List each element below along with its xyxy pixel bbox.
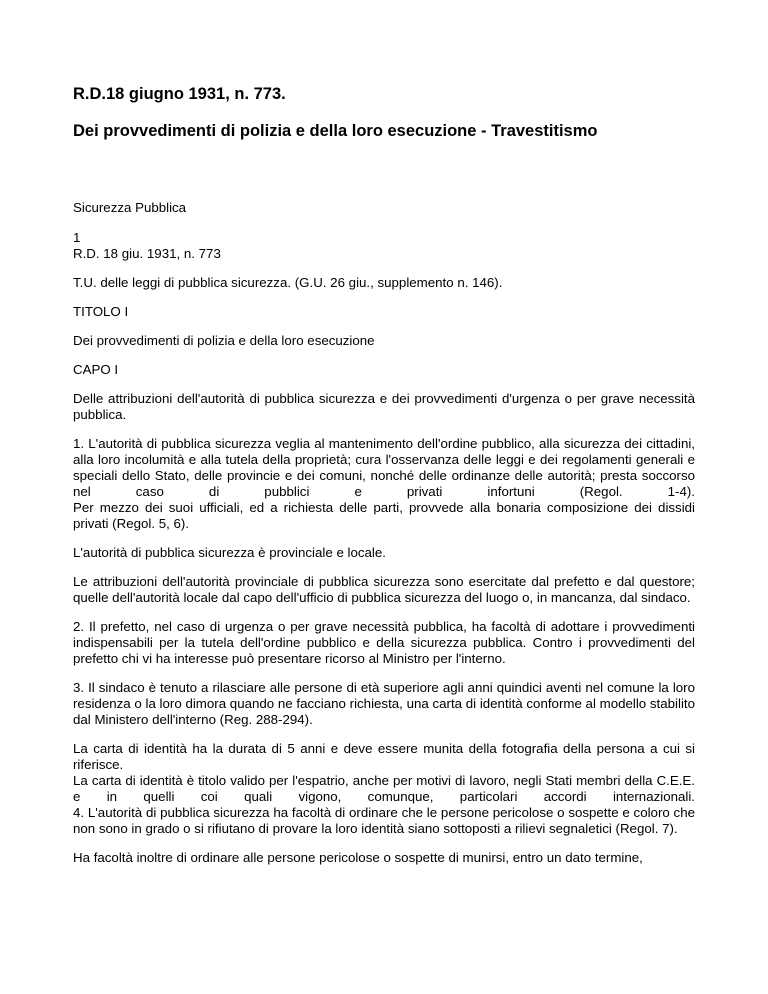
law-description: T.U. delle leggi di pubblica sicurezza. (G.U. 26 giu., supplemento n. 146). [73,275,503,290]
article-3: 3. Il sindaco è tenuto a rilasciare alle persone di età superiore agli anni quindici aventi nel comune la loro residenza o la loro dimora quando ne facciano richiesta, una carta di identità conforme al modello stabilito dal Ministero dell'interno (Reg. 288-294). [73,680,695,727]
article-1-authority: L'autorità di pubblica sicurezza è provinciale e locale. [73,545,386,560]
titolo-name: Dei provvedimenti di polizia e della loro esecuzione [73,333,375,348]
article-2: 2. Il prefetto, nel caso di urgenza o per grave necessità pubblica, ha facoltà di adottare i provvedimenti indispensabili per la tutela dell'ordine pubblico e della sicurezza pubblica. Contro i provvedimenti del prefetto chi vi ha interesse può presentare ricorso al Ministro per l'interno. [73,619,695,666]
document-reference [73,230,695,262]
article-1-attributions: Le attribuzioni dell'autorità provinciale di pubblica sicurezza sono esercitate dal prefetto e dal questore; quelle dell'autorità locale dal capo dell'ufficio di pubblica sicurezza del luogo o, in mancanza, dal sindaco. [73,574,695,605]
doc-ref: R.D. 18 giu. 1931, n. 773 [73,246,221,261]
article-1-text: 1. L'autorità di pubblica sicurezza veglia al mantenimento dell'ordine pubblico, alla sicurezza dei cittadini, alla loro incolumità e alla tutela della proprietà; cura l'osservanza delle leggi e dei regolamenti generali e speciali dello Stato, delle provincie e dei comuni, nonché delle ordinanze delle autorità; presta soccorso nel caso di pubblici e privati infortuni (Regol. 1-4). [73,436,695,499]
document-title: R.D.18 giugno 1931, n. 773. [73,85,286,103]
document-body [73,200,695,879]
article-1 [73,436,695,532]
article-3-expatriation: La carta di identità è titolo valido per l'espatrio, anche per motivi di lavoro, negli Stati membri della C.E.E. e in quelli coi quali vigono, comunque, particolari accordi internazionali. [73,773,695,804]
document-subtitle: Dei provvedimenti di polizia e della loro esecuzione - Travestitismo [73,122,598,140]
category-label: Sicurezza Pubblica [73,200,187,215]
capo-name: Delle attribuzioni dell'autorità di pubblica sicurezza e dei provvedimenti d'urgenza o per grave necessità pubblica. [73,391,695,422]
article-3-continued [73,741,695,837]
doc-number: 1 [73,230,81,245]
article-4: 4. L'autorità di pubblica sicurezza ha facoltà di ordinare che le persone pericolose o sospette e coloro che non sono in grado o si rifiutano di provare la loro identità siano sottoposti a rilievi segnaletici (Regol. 7). [73,805,695,836]
titolo-heading: TITOLO I [73,304,129,319]
capo-heading: CAPO I [73,362,119,377]
article-4-continued: Ha facoltà inoltre di ordinare alle persone pericolose o sospette di munirsi, entro un dato termine, [73,850,643,865]
article-1-continuation: Per mezzo dei suoi ufficiali, ed a richiesta delle parti, provvede alla bonaria composizione dei dissidi privati (Regol. 5, 6). [73,500,695,531]
article-3-duration: La carta di identità ha la durata di 5 anni e deve essere munita della fotografia della persona a cui si riferisce. [73,741,695,772]
